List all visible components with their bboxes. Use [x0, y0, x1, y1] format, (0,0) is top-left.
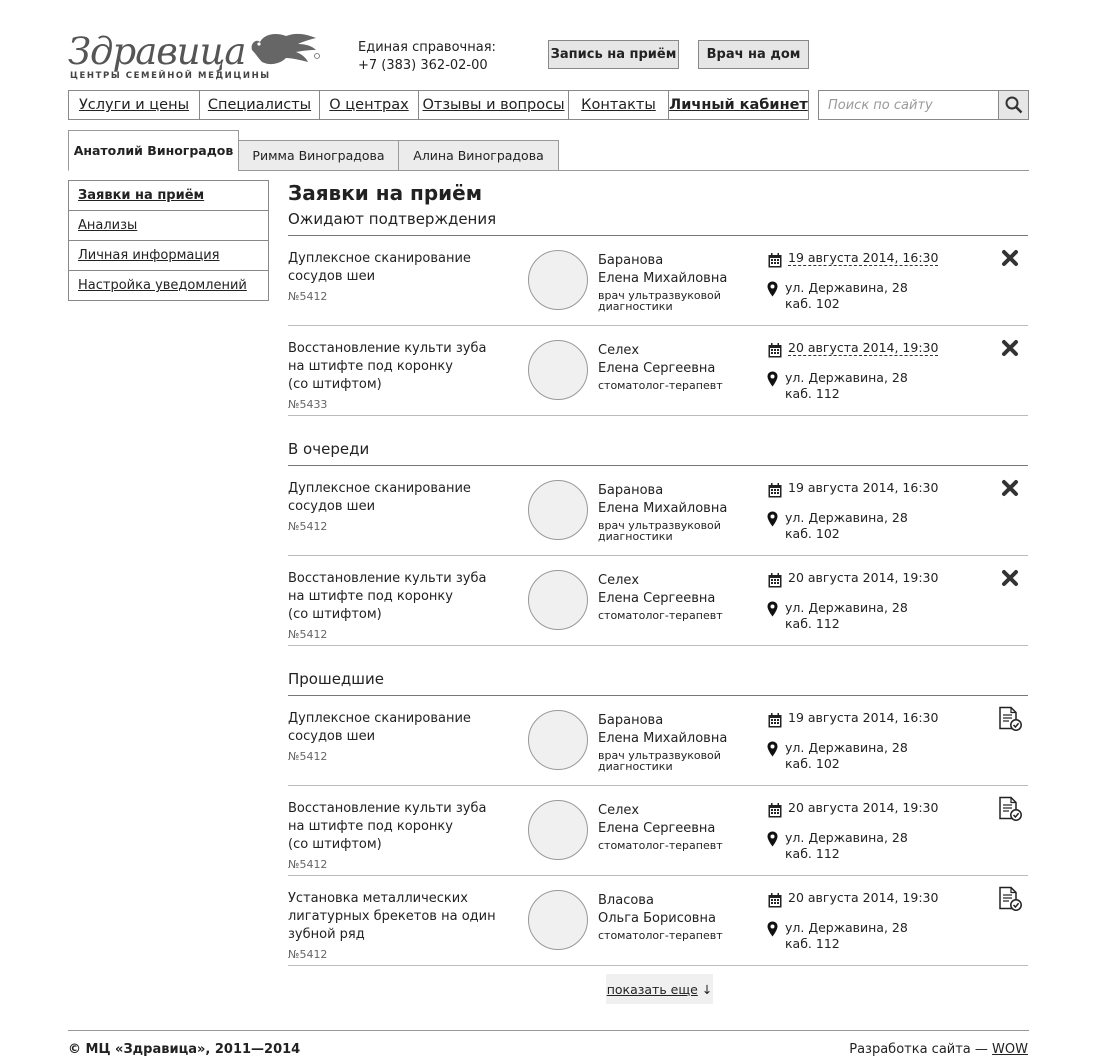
- search-box: [818, 90, 1029, 120]
- nav-reviews[interactable]: Отзывы и вопросы: [419, 91, 569, 119]
- doctor-name[interactable]: Селех Елена Сергеевна: [598, 573, 716, 606]
- doctor-name[interactable]: Селех Елена Сергеевна: [598, 343, 716, 376]
- appointment-number: №5412: [288, 750, 328, 763]
- cancel-appointment-button[interactable]: [1000, 338, 1020, 358]
- appointment-number: №5412: [288, 290, 328, 303]
- search-input[interactable]: [819, 91, 999, 119]
- search-button[interactable]: [998, 91, 1028, 119]
- doctor-avatar: [528, 800, 588, 860]
- nav-specialists[interactable]: Специалисты: [200, 91, 320, 119]
- logo[interactable]: [68, 30, 320, 82]
- service-name: Восстановление культи зуба на штифте под коронку (со штифтом): [288, 571, 487, 622]
- doctor-specialty: врач ультразвуковой диагностики: [598, 519, 721, 543]
- developer-credit: [849, 1042, 1028, 1057]
- map-pin-icon: [767, 511, 778, 531]
- search-icon: [1005, 96, 1023, 114]
- service-name: Восстановление культи зуба на штифте под коронку (со штифтом): [288, 341, 487, 392]
- main-nav: [68, 90, 809, 120]
- doctor-name[interactable]: Селех Елена Сергеевна: [598, 803, 716, 836]
- cancel-appointment-button[interactable]: [1000, 478, 1020, 498]
- service-name: Дуплексное сканирование сосудов шеи: [288, 711, 471, 744]
- logo-text: Здравица: [68, 30, 246, 73]
- document-check-icon: [997, 717, 1023, 736]
- row-divider: [288, 415, 1028, 416]
- appointment-datetime[interactable]: 20 августа 2014, 19:30: [788, 340, 939, 355]
- doctor-avatar: [528, 250, 588, 310]
- service-name: Установка металлических лигатурных брекетов на один зубной ряд: [288, 891, 496, 942]
- appointment-address: ул. Державина, 28 каб. 112: [785, 920, 908, 951]
- appointment-address: ул. Державина, 28 каб. 112: [785, 370, 908, 401]
- side-item-personal-info[interactable]: Личная информация: [69, 241, 268, 271]
- document-check-icon: [997, 897, 1023, 916]
- doctor-name[interactable]: Власова Ольга Борисовна: [598, 893, 716, 926]
- page-title: Заявки на приём: [288, 181, 483, 205]
- appointment-address: ул. Державина, 28 каб. 102: [785, 510, 908, 541]
- appointment-button[interactable]: Запись на приём: [548, 40, 679, 69]
- service-name: Восстановление культи зуба на штифте под коронку (со штифтом): [288, 801, 487, 852]
- calendar-icon: [768, 573, 782, 588]
- nav-about[interactable]: О центрах: [320, 91, 419, 119]
- close-icon: [1000, 573, 1020, 592]
- appointment-number: №5433: [288, 398, 328, 411]
- appointment-datetime: 20 августа 2014, 19:30: [788, 800, 939, 815]
- footer-divider: [68, 1030, 1029, 1031]
- calendar-icon: [768, 713, 782, 728]
- map-pin-icon: [767, 281, 778, 301]
- row-divider: [288, 965, 1028, 966]
- tab-person-rimma[interactable]: Римма Виноградова: [238, 140, 399, 171]
- developer-link[interactable]: WOW: [992, 1042, 1028, 1057]
- hand-bird-icon: [246, 30, 320, 70]
- doctor-name[interactable]: Баранова Елена Михайловна: [598, 253, 728, 286]
- map-pin-icon: [767, 921, 778, 941]
- nav-account[interactable]: Личный кабинет: [669, 97, 808, 113]
- show-more-label: показать еще: [606, 981, 698, 997]
- doctor-specialty: врач ультразвуковой диагностики: [598, 289, 721, 313]
- appointment-address: ул. Державина, 28 каб. 112: [785, 600, 908, 631]
- phone-number: +7 (383) 362-02-00: [358, 58, 488, 73]
- arrow-down-icon: ↓: [701, 981, 713, 997]
- doctor-specialty: стоматолог-терапевт: [598, 609, 723, 622]
- appointment-number: №5412: [288, 628, 328, 641]
- section-title-past: Прошедшие: [288, 670, 385, 688]
- doctor-name[interactable]: Баранова Елена Михайловна: [598, 483, 728, 516]
- doctor-avatar: [528, 890, 588, 950]
- side-item-notifications[interactable]: Настройка уведомлений: [78, 278, 247, 293]
- doctor-avatar: [528, 710, 588, 770]
- copyright: © МЦ «Здравица», 2011—2014: [68, 1042, 301, 1057]
- appointment-number: №5412: [288, 948, 328, 961]
- developer-text: Разработка сайта —: [849, 1042, 988, 1057]
- doctor-home-button[interactable]: Врач на дом: [698, 40, 809, 69]
- calendar-icon: [768, 343, 782, 358]
- doctor-specialty: стоматолог-терапевт: [598, 379, 723, 392]
- section-title-queue: В очереди: [288, 440, 370, 458]
- show-more-button[interactable]: [606, 974, 713, 1004]
- appointment-address: ул. Державина, 28 каб. 102: [785, 740, 908, 771]
- doctor-avatar: [528, 570, 588, 630]
- phone-label: Единая справочная:: [358, 40, 496, 55]
- row-divider: [288, 645, 1028, 646]
- doctor-avatar: [528, 340, 588, 400]
- appointment-address: ул. Державина, 28 каб. 102: [785, 280, 908, 311]
- tab-person-alina[interactable]: Алина Виноградова: [398, 140, 559, 171]
- cancel-appointment-button[interactable]: [1000, 568, 1020, 588]
- appointment-address: ул. Державина, 28 каб. 112: [785, 830, 908, 861]
- close-icon: [1000, 483, 1020, 502]
- view-result-button[interactable]: [997, 706, 1023, 732]
- nav-contacts[interactable]: Контакты: [569, 91, 669, 119]
- close-icon: [1000, 343, 1020, 362]
- doctor-avatar: [528, 480, 588, 540]
- section-title-pending: Ожидают подтверждения: [288, 210, 497, 228]
- calendar-icon: [768, 253, 782, 268]
- side-item-analyses[interactable]: Анализы: [69, 211, 268, 241]
- side-menu: [68, 180, 269, 301]
- appointment-datetime[interactable]: 19 августа 2014, 16:30: [788, 250, 939, 265]
- calendar-icon: [768, 893, 782, 908]
- doctor-specialty: стоматолог-терапевт: [598, 929, 723, 942]
- nav-services[interactable]: Услуги и цены: [69, 91, 200, 119]
- calendar-icon: [768, 803, 782, 818]
- appointment-datetime: 19 августа 2014, 16:30: [788, 710, 939, 725]
- calendar-icon: [768, 483, 782, 498]
- close-icon: [1000, 253, 1020, 272]
- appointment-datetime: 20 августа 2014, 19:30: [788, 570, 939, 585]
- logo-subtitle: ЦЕНТРЫ СЕМЕЙНОЙ МЕДИЦИНЫ: [70, 71, 271, 81]
- appointment-number: №5412: [288, 520, 328, 533]
- map-pin-icon: [767, 741, 778, 761]
- cancel-appointment-button[interactable]: [1000, 248, 1020, 268]
- doctor-specialty: стоматолог-терапевт: [598, 839, 723, 852]
- doctor-specialty: врач ультразвуковой диагностики: [598, 749, 721, 773]
- view-result-button[interactable]: [997, 796, 1023, 822]
- appointment-datetime: 19 августа 2014, 16:30: [788, 480, 939, 495]
- doctor-name[interactable]: Баранова Елена Михайловна: [598, 713, 728, 746]
- appointment-datetime: 20 августа 2014, 19:30: [788, 890, 939, 905]
- document-check-icon: [997, 807, 1023, 826]
- view-result-button[interactable]: [997, 886, 1023, 912]
- tab-person-anatoly[interactable]: Анатолий Виноградов: [68, 130, 239, 171]
- map-pin-icon: [767, 831, 778, 851]
- side-item-appointments[interactable]: Заявки на приём: [69, 181, 268, 211]
- service-name: Дуплексное сканирование сосудов шеи: [288, 251, 471, 284]
- map-pin-icon: [767, 371, 778, 391]
- appointment-number: №5412: [288, 858, 328, 871]
- map-pin-icon: [767, 601, 778, 621]
- service-name: Дуплексное сканирование сосудов шеи: [288, 481, 471, 514]
